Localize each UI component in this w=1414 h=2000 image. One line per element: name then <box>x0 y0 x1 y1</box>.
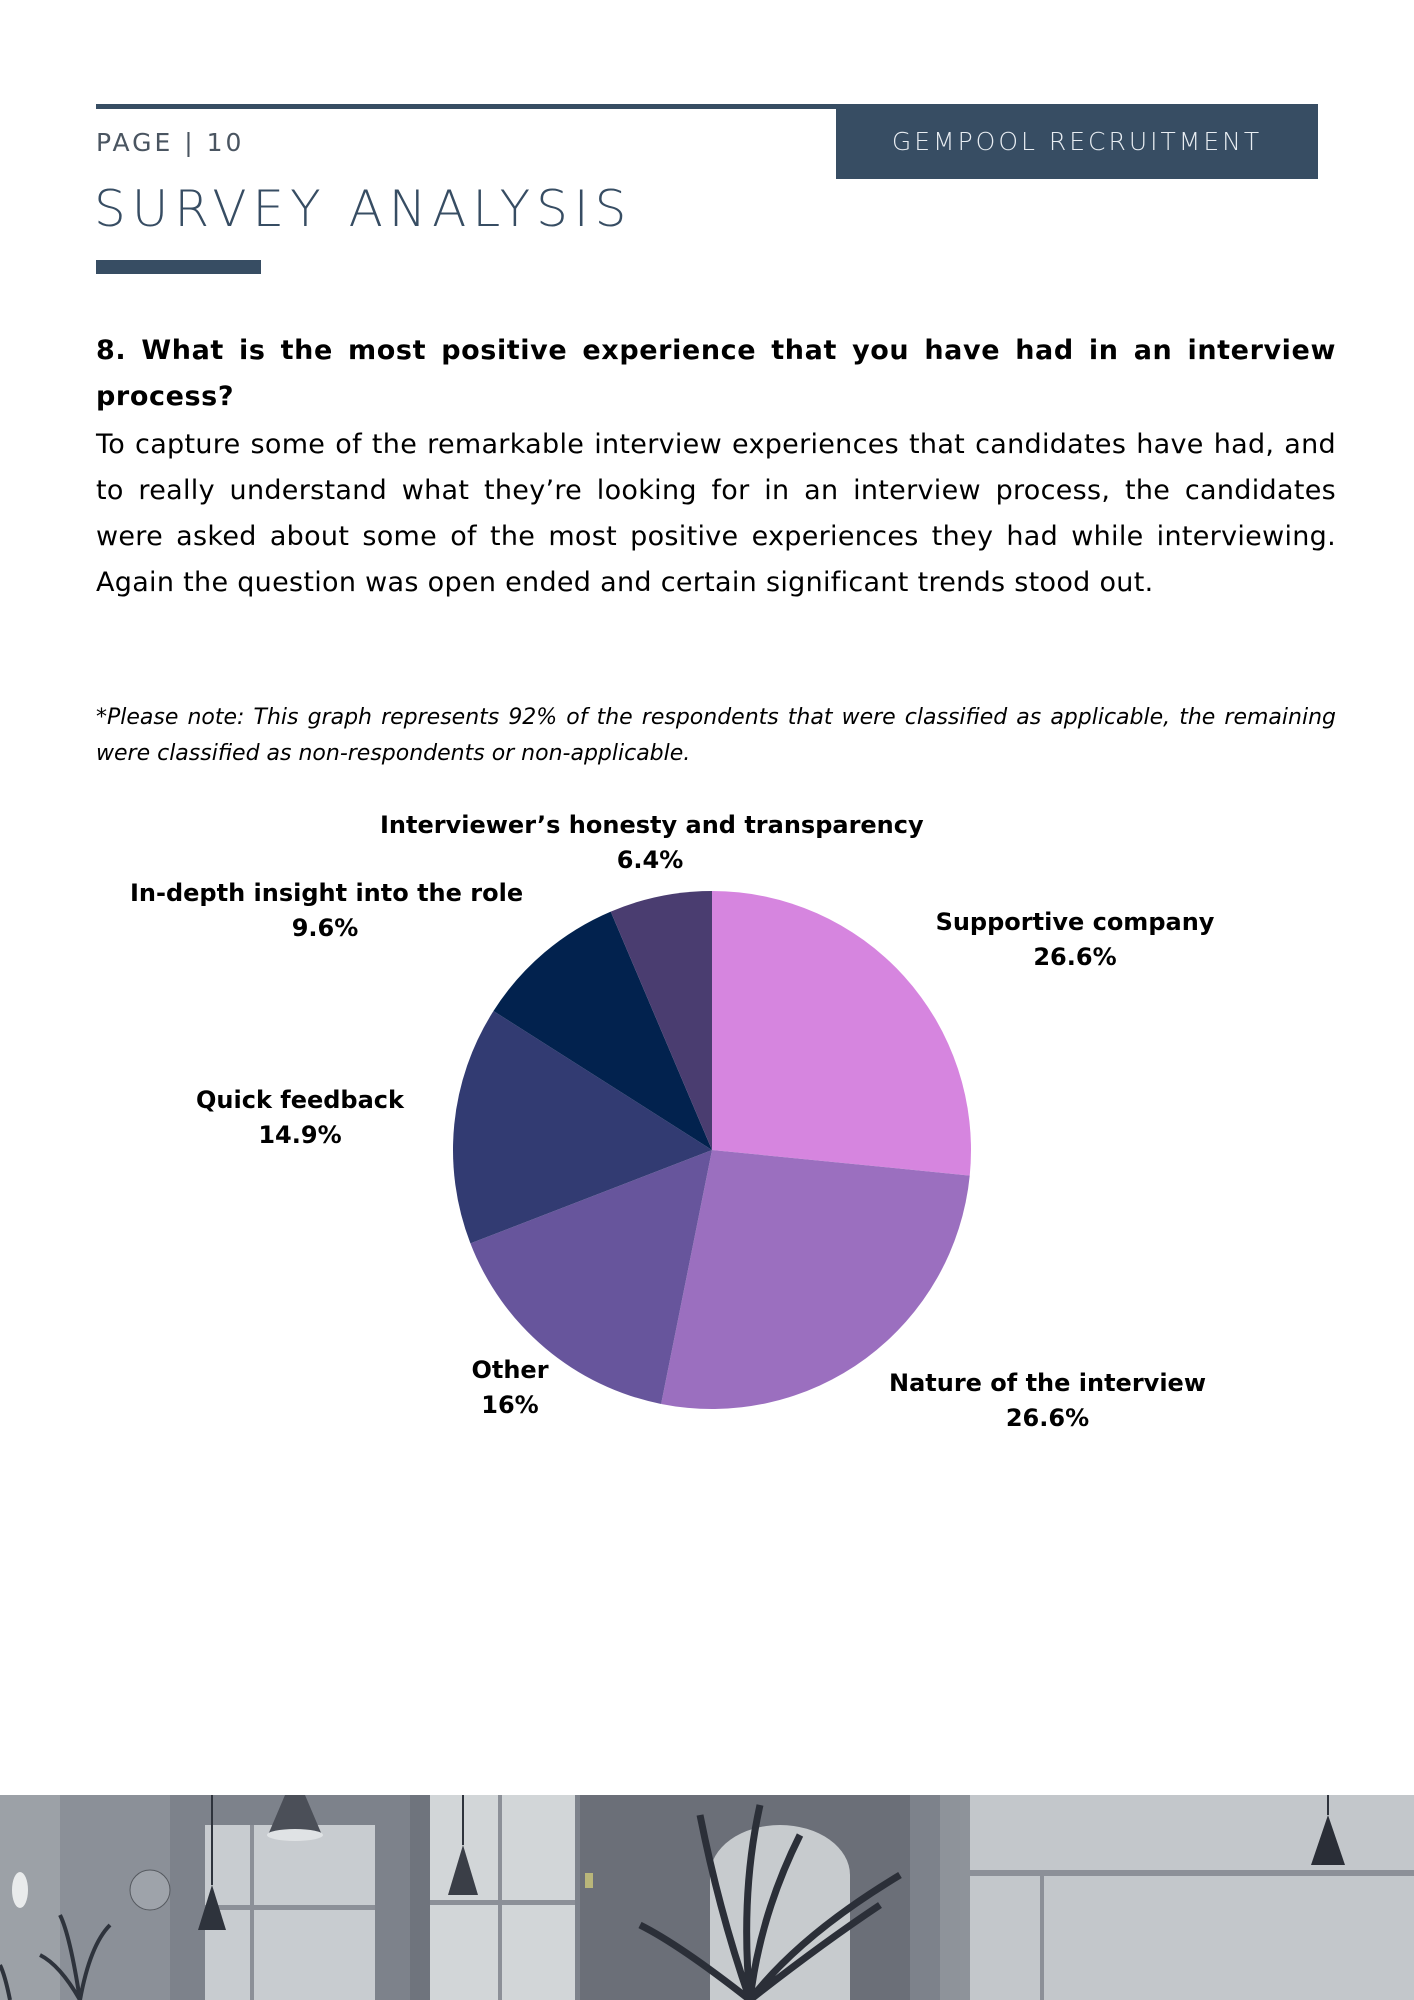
label-in-depth-insight: In-depth insight into the role 9.6% <box>130 879 524 942</box>
label-other: Other 16% <box>471 1356 549 1419</box>
brand-banner <box>836 104 1318 179</box>
respondents-note: *Please note: This graph represents 92% of the respondents that were classified as applicable, the remaining were classified as non-respondents or non-applicable. <box>96 705 1336 766</box>
label-quick-feedback: Quick feedback 14.9% <box>196 1086 404 1149</box>
brand-name: GEMPOOL RECRUITMENT <box>891 127 1263 156</box>
pie-chart <box>0 790 1414 1470</box>
header-top-rule <box>96 104 836 109</box>
footer-office-photo <box>0 1795 1414 2000</box>
survey-question: 8. What is the most positive experience that you have had in an interview process? <box>96 335 1336 412</box>
label-supportive-company: Supportive company 26.6% <box>935 908 1215 971</box>
title-underline-bar <box>96 260 261 274</box>
label-nature-of-interview: Nature of the interview 26.6% <box>888 1369 1206 1432</box>
question-description: To capture some of the remarkable interview experiences that candidates have had, and to really understand what they’re looking for in an interview process, the candidates were asked about some of the most positive experiences they had while interviewing. Again the question was open ended and certain significant trends stood out. <box>96 429 1336 598</box>
office-photo-illustration <box>0 1795 1414 2000</box>
label-interviewer-honesty: Interviewer’s honesty and transparency 6.4% <box>380 811 924 874</box>
page-number: PAGE | 10 <box>96 128 245 157</box>
page-title: SURVEY ANALYSIS <box>94 180 633 238</box>
